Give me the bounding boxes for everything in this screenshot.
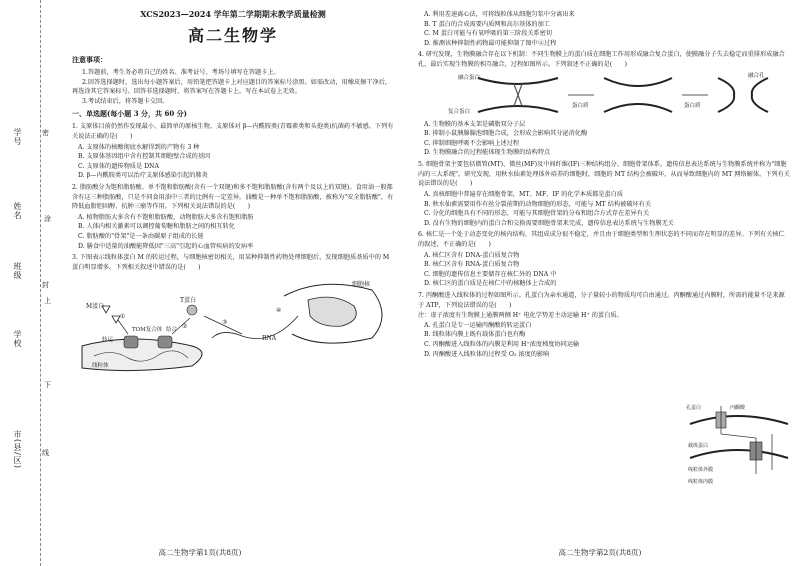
- q7-option-a: A. 孔蛋白是专一运输丙酮酸的转运蛋白: [424, 321, 532, 329]
- label-tom: TOM复合体: [132, 327, 163, 334]
- q5-option-c: C. 分化的细胞具有不同的形态，可能与其细胞骨架的分布和组合方式存在差异有关: [424, 210, 650, 218]
- notice-2: 2.回答选择题时，选出每小题答案后，用铅笔把答题卡上对应题目的答案标号涂黑。如需改动，用橡皮擦干净后，再选涂其它答案标号。回答非选择题时，将答案写在答题卡上，写在本试卷上无效。: [72, 78, 392, 96]
- m-protein-triangle-2: [112, 316, 120, 323]
- q7-option-d: D. 丙酮酸进入线粒体的过程受 O₂ 浓度的影响: [424, 350, 550, 358]
- label-mito: 线粒体: [92, 363, 109, 370]
- q4-option-d: D. 生物膜融合的过程能体现生物膜的结构特点: [424, 149, 551, 157]
- q4-option-c: C. 抑制细胞呼吸不会影响上述过程: [424, 139, 520, 147]
- q3-option-d: D. 推测该种抑制性药物最可能抑制了图中④过程: [424, 39, 557, 47]
- pyruvate-figure: [686, 404, 792, 496]
- membrane-top-2: [604, 78, 672, 86]
- fig4-label-1: 融合蛋白: [458, 74, 481, 81]
- q1-option-c: C. 支原体的遗传物质是 DNA: [78, 162, 159, 170]
- fig4-label-3: 蛋白质: [572, 102, 589, 109]
- q2-option-a: A. 植物脂肪大多含有不饱和脂肪酸，动物脂肪大多含有饱和脂肪: [78, 213, 254, 221]
- seal-line: [40, 0, 41, 566]
- right-page: [400, 0, 800, 566]
- right-footer: 高二生物学第2页(共8页): [558, 548, 642, 557]
- notice-3: 3.考试结束后，将答题卡交回。: [82, 97, 169, 105]
- seal-char-2: 封: [42, 281, 49, 289]
- membrane-fusion-figure: [418, 72, 790, 118]
- mark-2: 上: [44, 297, 51, 305]
- q7-option-c: C. 丙酮酸进入线粒体的内膜是利用 H⁺浓度梯度协同运输: [424, 341, 580, 349]
- fig7-label-5: 线粒体内膜: [688, 479, 714, 485]
- q6-option-d: D. 核仁区的蛋白质是在核仁中的核糖体上合成的: [424, 280, 557, 288]
- q2-option-c: C. 脂肪酸的"骨架"是一条由碳原子组成的长链: [78, 233, 204, 241]
- fig4-label-5: 蛋白质: [684, 102, 701, 109]
- tom-complex-2: [158, 336, 172, 348]
- q1-option-a: A. 支原体的核酸彻底水解得到的产物有 3 种: [78, 143, 200, 151]
- label-step3: ③: [222, 319, 228, 327]
- left-footer: 高二生物学第1页(共8页): [158, 548, 242, 557]
- mark-1: 涂: [44, 215, 51, 223]
- membrane-bottom-1: [478, 106, 558, 112]
- label-rna: RNA: [262, 335, 277, 343]
- fusion-protein-1: [514, 84, 522, 106]
- seal-char-1: 密: [42, 129, 49, 137]
- q7-option-b: B. 线粒体内膜上既有载体蛋白也有酶: [424, 331, 526, 339]
- mark-3: 下: [44, 381, 51, 389]
- q5-option-d: D. 没有生物的细胞内的蛋白合和交换需要细胞骨架来完成，遗传信息表达系统与生物膜无关: [424, 219, 674, 227]
- label-t-protein: T蛋白: [180, 297, 197, 305]
- transport-diagram: [72, 276, 394, 374]
- q5-option-b: B. 秋水仙素需要用作有丝分裂前期的动物细胞的形态，可能与 MT 结构被破坏有关: [424, 200, 652, 208]
- q1-option-d: D. β—内酰胺类可以治疗支原体感染引起的肺炎: [78, 172, 208, 180]
- label-step2: ②: [182, 323, 188, 331]
- q2-option-b: B. 人体内相关激素可以调控葡萄糖和脂肪之间的相互转化: [78, 223, 235, 231]
- arrow-1: [118, 320, 128, 334]
- fusion-pore-right: [752, 78, 768, 112]
- q7-note: 注：虚子浓度有生物膜上通膜两侧 H⁺ 电化学势差主动运输 H⁺ 的蛋白质。: [418, 312, 623, 320]
- section-heading: 一、单选题(每小题 3 分，共 60 分): [72, 109, 187, 119]
- nucleolus-shape: [308, 298, 356, 327]
- q3-option-c: C. M 蛋白可能与有氧呼吸的第三阶段关系密切: [424, 30, 553, 38]
- label-school: 学校: [13, 330, 22, 348]
- fig7-label-2: 丙酮酸: [730, 405, 746, 411]
- question-4-stem: 4. 研究发现，生物膜融合存在以下机制：不同生物膜上的蛋白质在细胞工作用形成融合复合蛋白，使膜融分子失去稳定而重排形成融合孔，最后实现生物膜的相互融合，过程如图所示。下列叙述不正确的是( ): [418, 51, 785, 69]
- label-name: 姓名: [13, 202, 22, 220]
- exam-title: 高二生物学: [187, 26, 278, 46]
- seal-char-3: 线: [42, 449, 49, 457]
- label-step4: ④: [276, 307, 282, 315]
- question-3-stem: 3. 下图表示线粒体蛋白 M 的转运过程，与细胞核密切相关，用某种抑制性药物处理细胞后，发现细胞质基质中的 M 蛋白明显增多。下列相关叙述中错误的是( ): [72, 254, 390, 271]
- q3-option-a: A. 利用差速离心法，可将线粒体从细胞匀浆中分离出来: [424, 11, 575, 18]
- label-class: 班级: [13, 262, 22, 280]
- right-content: [418, 10, 790, 359]
- question-5-stem: 5. 细胞骨架主要包括微管(MT)、微丝(MF)及中间纤维(IF)三种结构组分。细胞骨架体系，遗传信息表达系统与生物膜系统并称为"细胞内的三大系统"。研究发现，用秋水仙素处理体外培养的细胞时，细胞的 MT 结构会被破坏，从而导致细胞内的 MT 网络解体。下列有关说法错误的是( ): [418, 161, 790, 188]
- q4-option-b: B. 抑制小鼠胰腺腺泡细胞合成，会形成会影响其分泌消化酶: [424, 130, 588, 138]
- fusion-pore-left: [718, 78, 734, 112]
- q2-option-d: D. 膳食中适量的油酸能降低因"三高"引起的心血管疾病的发病率: [78, 242, 254, 250]
- question-6-stem: 6. 核仁是一个处于动态变化的核内结构，其组成成分很不稳定，并且由于细胞类型和生理状态的不同而存在明显的差异。下列有关核仁的叙述，不正确的是( ): [418, 231, 785, 248]
- fig7-label-1: 孔蛋白: [686, 405, 702, 411]
- tom-complex-1: [124, 336, 138, 348]
- membrane-top-1: [478, 78, 558, 84]
- exam-header: XCS2023—2024 学年第二学期期末教学质量检测: [140, 9, 326, 19]
- binding-sidebar: [0, 0, 56, 566]
- notice-title: 注意事项：: [72, 55, 107, 65]
- q4-option-a: A. 生物膜的基本支架是磷脂双分子层: [424, 120, 526, 128]
- outer-membrane: [690, 416, 788, 424]
- fig7-label-4: 线粒体外膜: [688, 467, 714, 473]
- q6-option-a: A. 核仁区含有 DNA-蛋白质复合物: [424, 251, 520, 259]
- q7-wrap: [418, 311, 680, 359]
- fig4-label-4: 融合孔: [748, 72, 765, 79]
- notice-1: 1.答题前，考生务必将自己的姓名、准考证号、考场号填写在答题卡上。: [82, 69, 280, 77]
- question-1-stem: 1. 支原体目前仍然作发现最小、最简单的原核生物。支原体对 β—内酰胺类(青霉素类和头孢类)抗菌药不敏感。下列有关说法正确的是( ): [72, 123, 394, 140]
- left-content: [72, 6, 394, 374]
- label-m-protein: M蛋白: [86, 303, 105, 311]
- label-county: 市(县/区): [13, 430, 22, 469]
- question-2-stem: 2. 脂肪酸分为饱和脂肪酸、单不饱和脂肪酸(含有一个双键)和多不饱和脂肪酸(含有两个及以上的双键)。食用油一般都含有这三种脂肪酸，只是不同食用油中三者的比例有一定差异。油酸是一种单不饱和脂肪酸，被称为"安全脂肪酸"，有降低血脂胆固醇、抗肿三瘤等作用。下列相关说法错误的是( ): [72, 183, 394, 211]
- fig7-label-3: 载体蛋白: [688, 443, 709, 449]
- q6-option-b: B. 核仁区含有 RNA-蛋白质复合物: [424, 261, 520, 269]
- t-protein-circle: [187, 305, 197, 315]
- q6-option-c: C. 细胞的遗传信息主要储存在核仁外的 DNA 中: [424, 270, 557, 278]
- fig4-label-2: 复合蛋白: [448, 108, 471, 115]
- mitochondria-transport-figure: [72, 276, 394, 374]
- label-transport: 转运: [102, 337, 114, 344]
- q3-option-b: B. T 蛋白的合成需要内质网和高尔基体的加工: [424, 20, 550, 28]
- label-id: 学号: [13, 128, 22, 146]
- membrane-bottom-2: [604, 104, 672, 112]
- inner-membrane: [690, 450, 788, 458]
- label-step1: ①: [120, 313, 126, 321]
- q1-option-b: B. 支原体基因组中含有控制其细胞壁合成的基因: [78, 153, 211, 161]
- q5-option-a: A. 真核细胞中普遍存在细胞骨架，MT、MF、IF 的化学本质都是蛋白质: [424, 190, 624, 198]
- label-binding: 结合: [166, 327, 178, 334]
- question-7-stem: 7. 丙酮酸进入线粒体的过程如图所示。孔蛋白为亲水通道，分子量较小的物质均可自由通过。丙酮酸通过内膜时，所需的能量不是来源于 ATP，下列说法错误的是( ): [418, 292, 785, 309]
- label-nucleus: 细胞核: [352, 281, 371, 289]
